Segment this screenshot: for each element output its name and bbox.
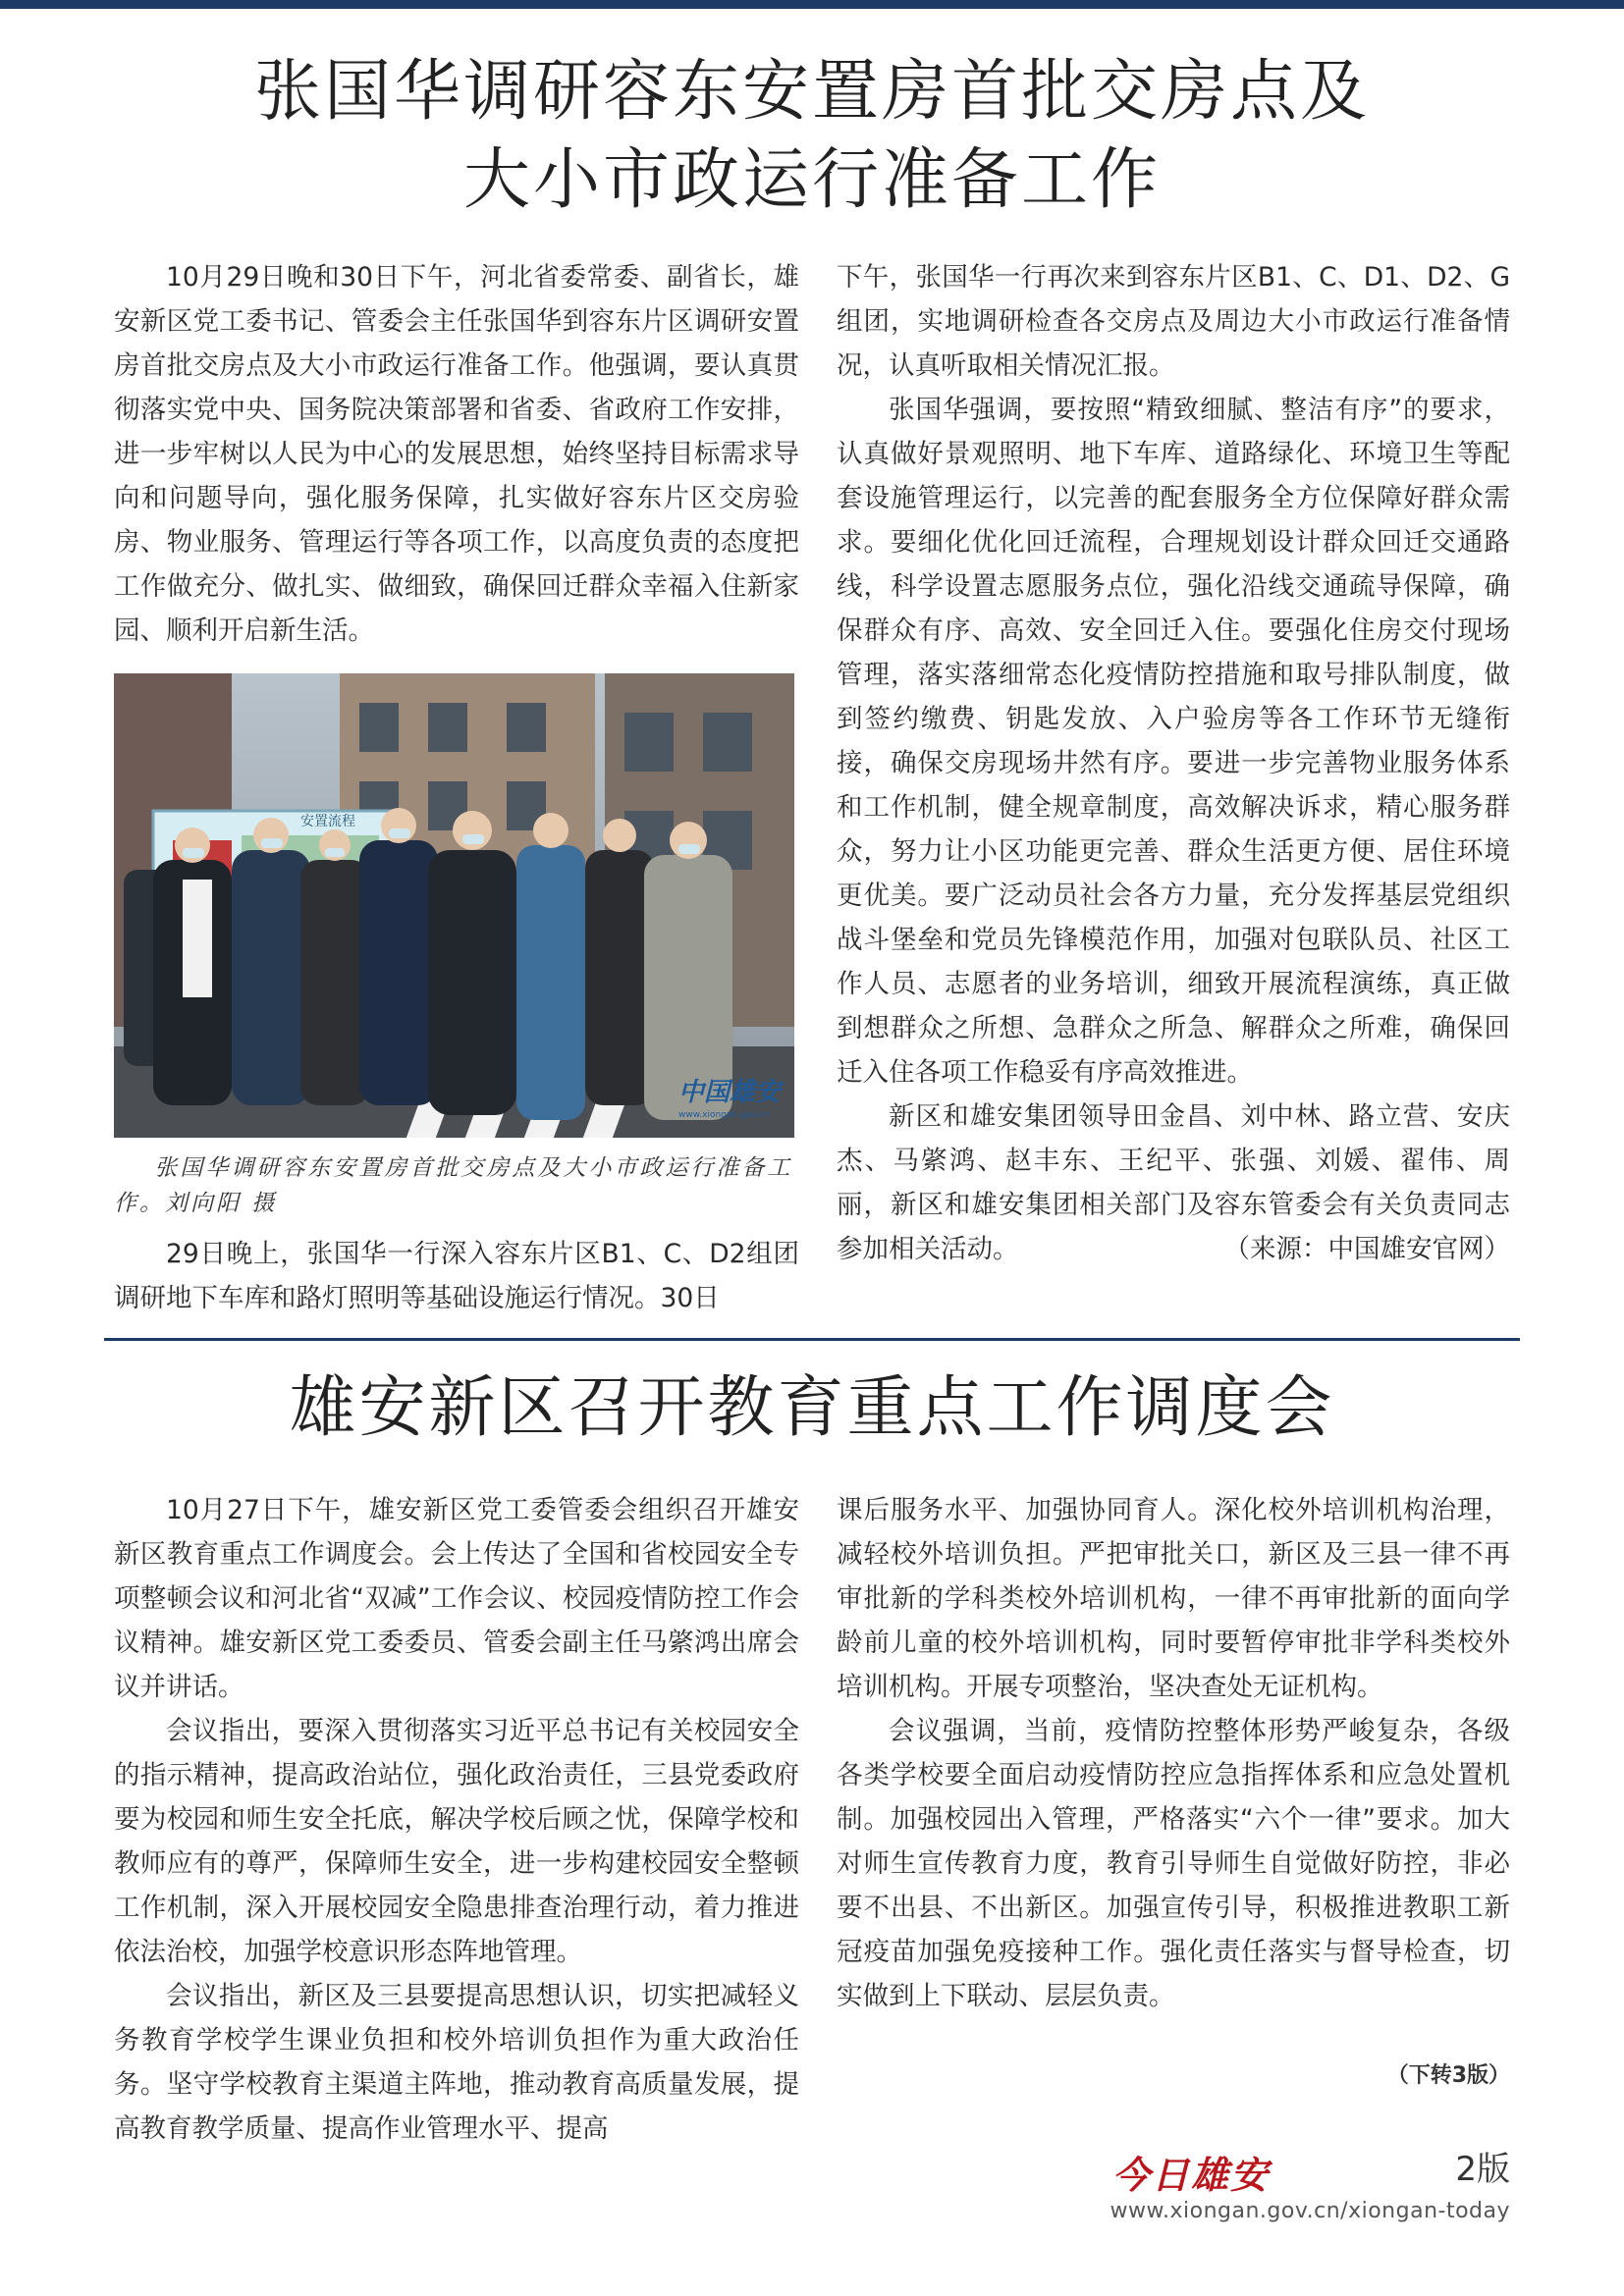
photo-illustration (114, 673, 794, 1138)
publication-logo: 今日雄安 (1112, 2153, 1271, 2197)
article2-column-right (837, 1488, 1510, 2018)
article2-paragraph: 10月27日下午，雄安新区党工委管委会组织召开雄安新区教育重点工作调度会。会上传达了全国和省校园安全专项整顿会议和河北省“双减”工作会议、校园疫情防控工作会议精神。雄安新区党工委委员、管委会副主任马綮鸿出席会议并讲话。 (114, 1495, 799, 1702)
photo-caption: 张国华调研容东安置房首批交房点及大小市政运行准备工作。刘向阳 摄 (114, 1155, 793, 1216)
continued-notice: （下转3版） (1386, 2063, 1510, 2088)
article2-column-left (114, 1488, 799, 2151)
photo-sign-text: 安置流程 (300, 814, 355, 829)
article1-column-left-top (114, 255, 799, 653)
article2-paragraph: 会议强调，当前，疫情防控整体形势严峻复杂，各级各类学校要全面启动疫情防控应急指挥体系和应急处置机制。加强校园出入管理，严格落实“六个一律”要求。加大对师生宣传教育力度，教育引导师生自觉做好防控，非必要不出县、不出新区。加强宣传引导，积极推进教职工新冠疫苗加强免疫接种工作。强化责任落实与督导检查，切实做到上下联动、层层负责。 (837, 1716, 1510, 2011)
photo-watermark-url: www.xiongan.gov.cn (678, 1110, 770, 1120)
article1-paragraph: 10月29日晚和30日下午，河北省委常委、副省长，雄安新区党工委书记、管委会主任张国华到容东片区调研安置房首批交房点及大小市政运行准备工作。他强调，要认真贯彻落实党中央、国务院决策部署和省委、省政府工作安排，进一步牢树以人民为中心的发展思想，始终坚持目标需求导向和问题导向，强化服务保障，扎实做好容东片区交房验房、物业服务、管理运行等各项工作，以高度负责的态度把工作做充分、做扎实、做细致，确保回迁群众幸福入住新家园、顺利开启新生活。 (114, 262, 799, 646)
page-number: 2版 (1455, 2150, 1510, 2189)
article1-column-right (837, 255, 1510, 1271)
article1-title-line2: 大小市政运行准备工作 (462, 141, 1161, 219)
article2-title: 雄安新区召开教育重点工作调度会 (289, 1369, 1335, 1447)
article1-column-left-bottom (114, 1232, 799, 1320)
article2-paragraph: 会议指出，新区及三县要提高思想认识，切实把减轻义务教育学校学生课业负担和校外培训负担作为重大政治任务。坚守学校教育主渠道主阵地，推动教育高质量发展，提高教育教学质量、提高作业管理水平、提高 (114, 1981, 799, 2144)
article1-paragraph: 29日晚上，张国华一行深入容东片区B1、C、D2组团调研地下车库和路灯照明等基础设施运行情况。30日 (114, 1239, 799, 1313)
top-accent-bar (0, 0, 1624, 9)
footer-url: www.xiongan.gov.cn/xiongan-today (1110, 2199, 1510, 2223)
article2-paragraph: 会议指出，要深入贯彻落实习近平总书记有关校园安全的指示精神，提高政治站位，强化政治责任，三县党委政府要为校园和师生安全托底，解决学校后顾之忧，保障学校和教师应有的尊严，保障师生安全，进一步构建校园安全整顿工作机制，深入开展校园安全隐患排查治理行动，着力推进依法治校，加强学校意识形态阵地管理。 (114, 1716, 799, 1967)
article1-photo (114, 673, 794, 1138)
article1-paragraph-text: 新区和雄安集团领导田金昌、刘中林、路立营、安庆杰、马綮鸿、赵丰东、王纪平、张强、刘媛、翟伟、周丽，新区和雄安集团相关部门及容东管委会有关负责同志参加相关活动。 (837, 1101, 1510, 1264)
article1-title-line1: 张国华调研容东安置房首批交房点及 (253, 53, 1370, 131)
article1-paragraph: 张国华强调，要按照“精致细腻、整洁有序”的要求，认真做好景观照明、地下车库、道路绿化、环境卫生等配套设施管理运行，以完善的配套服务全方位保障好群众需求。要细化优化回迁流程，合理规划设计群众回迁交通路线，科学设置志愿服务点位，强化沿线交通疏导保障，确保群众有序、高效、安全回迁入住。要强化住房交付现场管理，落实落细常态化疫情防控措施和取号排队制度，做到签约缴费、钥匙发放、入户验房等各工作环节无缝衔接，确保交房现场井然有序。要进一步完善物业服务体系和工作机制，健全规章制度，高效解决诉求，精心服务群众，努力让小区功能更完善、群众生活更方便、居住环境更优美。要广泛动员社会各方力量，充分发挥基层党组织战斗堡垒和党员先锋模范作用，加强对包联队员、社区工作人员、志愿者的业务培训，细致开展流程演练，真正做到想群众之所想、急群众之所急、解群众之所难，确保回迁入住各项工作稳妥有序高效推进。 (837, 395, 1510, 1088)
article1-source: （来源：中国雄安官网） (1223, 1234, 1510, 1264)
article2-paragraph: 课后服务水平、加强协同育人。深化校外培训机构治理，减轻校外培训负担。严把审批关口，新区及三县一律不再审批新的学科类校外培训机构，一律不再审批新的面向学龄前儿童的校外培训机构，同时要暂停审批非学科类校外培训机构。开展专项整治，坚决查处无证机构。 (837, 1495, 1510, 1702)
article1-paragraph: 下午，张国华一行再次来到容东片区B1、C、D1、D2、G组团，实地调研检查各交房点及周边大小市政运行准备情况，认真听取相关情况汇报。 (837, 262, 1510, 381)
article1-paragraph (837, 1095, 1510, 1271)
article-divider (104, 1338, 1520, 1341)
photo-watermark: 中国雄安 (678, 1078, 782, 1107)
